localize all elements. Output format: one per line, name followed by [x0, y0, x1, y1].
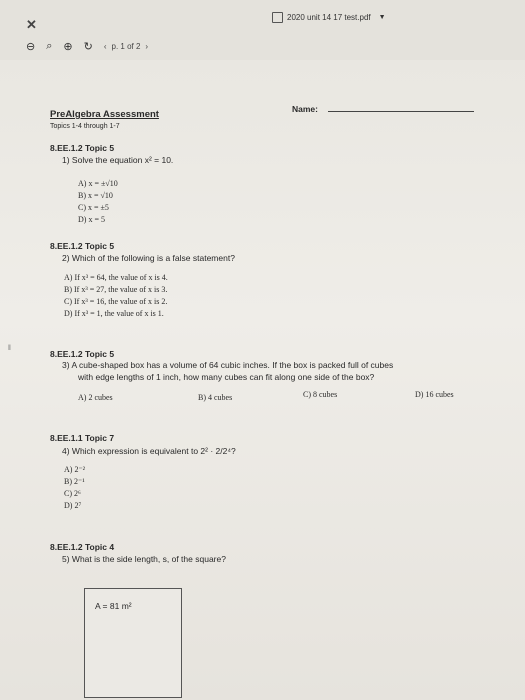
- app-toolbar-area: [0, 0, 525, 60]
- question-3-option-b: B) 4 cubes: [198, 393, 233, 402]
- name-label: Name:: [292, 104, 318, 114]
- question-2-topic: 8.EE.1.2 Topic 5: [50, 241, 115, 251]
- question-2-option-d: D) If x³ = 1, the value of x is 1.: [64, 309, 164, 318]
- page-title: PreAlgebra Assessment: [50, 109, 159, 120]
- next-page-button[interactable]: ›: [145, 42, 149, 51]
- question-1-option-a: A) x = ±√10: [78, 179, 118, 188]
- question-2-option-c: C) If x³ = 16, the value of x is 2.: [64, 297, 168, 306]
- search-icon[interactable]: ⌕: [46, 40, 53, 52]
- question-4-option-a: A) 2⁻²: [64, 465, 86, 474]
- pdf-file-icon: [272, 12, 283, 23]
- document-content: [0, 60, 525, 700]
- page-indicator: p. 1 of 2: [111, 42, 141, 51]
- question-1-text: 1) Solve the equation x² = 10.: [62, 155, 174, 165]
- square-area-label: A = 81 m²: [95, 601, 132, 611]
- question-5-topic: 8.EE.1.2 Topic 4: [50, 542, 115, 552]
- question-4-option-b: B) 2⁻¹: [64, 477, 85, 486]
- question-1-option-c: C) x = ±5: [78, 203, 109, 212]
- question-1-option-b: B) x = √10: [78, 191, 113, 200]
- question-2-option-a: A) If x³ = 64, the value of x is 4.: [64, 273, 168, 282]
- question-3-text: 3) A cube-shaped box has a volume of 64 cubic inches. If the box is packed full of cubes: [62, 360, 394, 370]
- question-3-option-d: D) 16 cubes: [415, 390, 454, 399]
- question-2-option-b: B) If x³ = 27, the value of x is 3.: [64, 285, 168, 294]
- file-title-text: 2020 unit 14 17 test.pdf: [287, 13, 371, 22]
- chevron-down-icon[interactable]: ▼: [378, 14, 386, 21]
- page-navigator: [104, 42, 148, 51]
- question-3-topic: 8.EE.1.2 Topic 5: [50, 349, 115, 359]
- question-3-text-line-2: with edge lengths of 1 inch, how many cubes can fit along one side of the box?: [78, 372, 375, 382]
- page-subtitle: Topics 1-4 through 1-7: [50, 123, 120, 130]
- prev-page-button[interactable]: ‹: [103, 42, 107, 51]
- square-figure: [84, 588, 182, 698]
- question-5-text: 5) What is the side length, s, of the square?: [62, 554, 226, 564]
- question-1-option-d: D) x = 5: [78, 215, 105, 224]
- margin-mark: ‖: [8, 345, 11, 352]
- question-3-option-c: C) 8 cubes: [303, 390, 338, 399]
- question-4-text: 4) Which expression is equivalent to 2² · 2/2⁴?: [62, 446, 236, 456]
- zoom-in-icon[interactable]: ⊕: [63, 41, 73, 53]
- question-3-option-a: A) 2 cubes: [78, 393, 113, 402]
- question-4-topic: 8.EE.1.1 Topic 7: [50, 433, 115, 443]
- name-field-line: [328, 111, 474, 112]
- zoom-out-icon[interactable]: ⊖: [26, 41, 36, 53]
- question-2-text: 2) Which of the following is a false statement?: [62, 253, 235, 263]
- refresh-icon[interactable]: ↻: [83, 41, 93, 53]
- question-1-topic: 8.EE.1.2 Topic 5: [50, 143, 115, 153]
- question-4-option-c: C) 2⁶: [64, 489, 81, 498]
- close-icon[interactable]: ✕: [26, 17, 37, 32]
- question-4-option-d: D) 2⁷: [64, 501, 82, 510]
- pdf-page: [0, 60, 525, 700]
- file-title[interactable]: [272, 12, 386, 23]
- viewer-toolbar: [26, 40, 148, 53]
